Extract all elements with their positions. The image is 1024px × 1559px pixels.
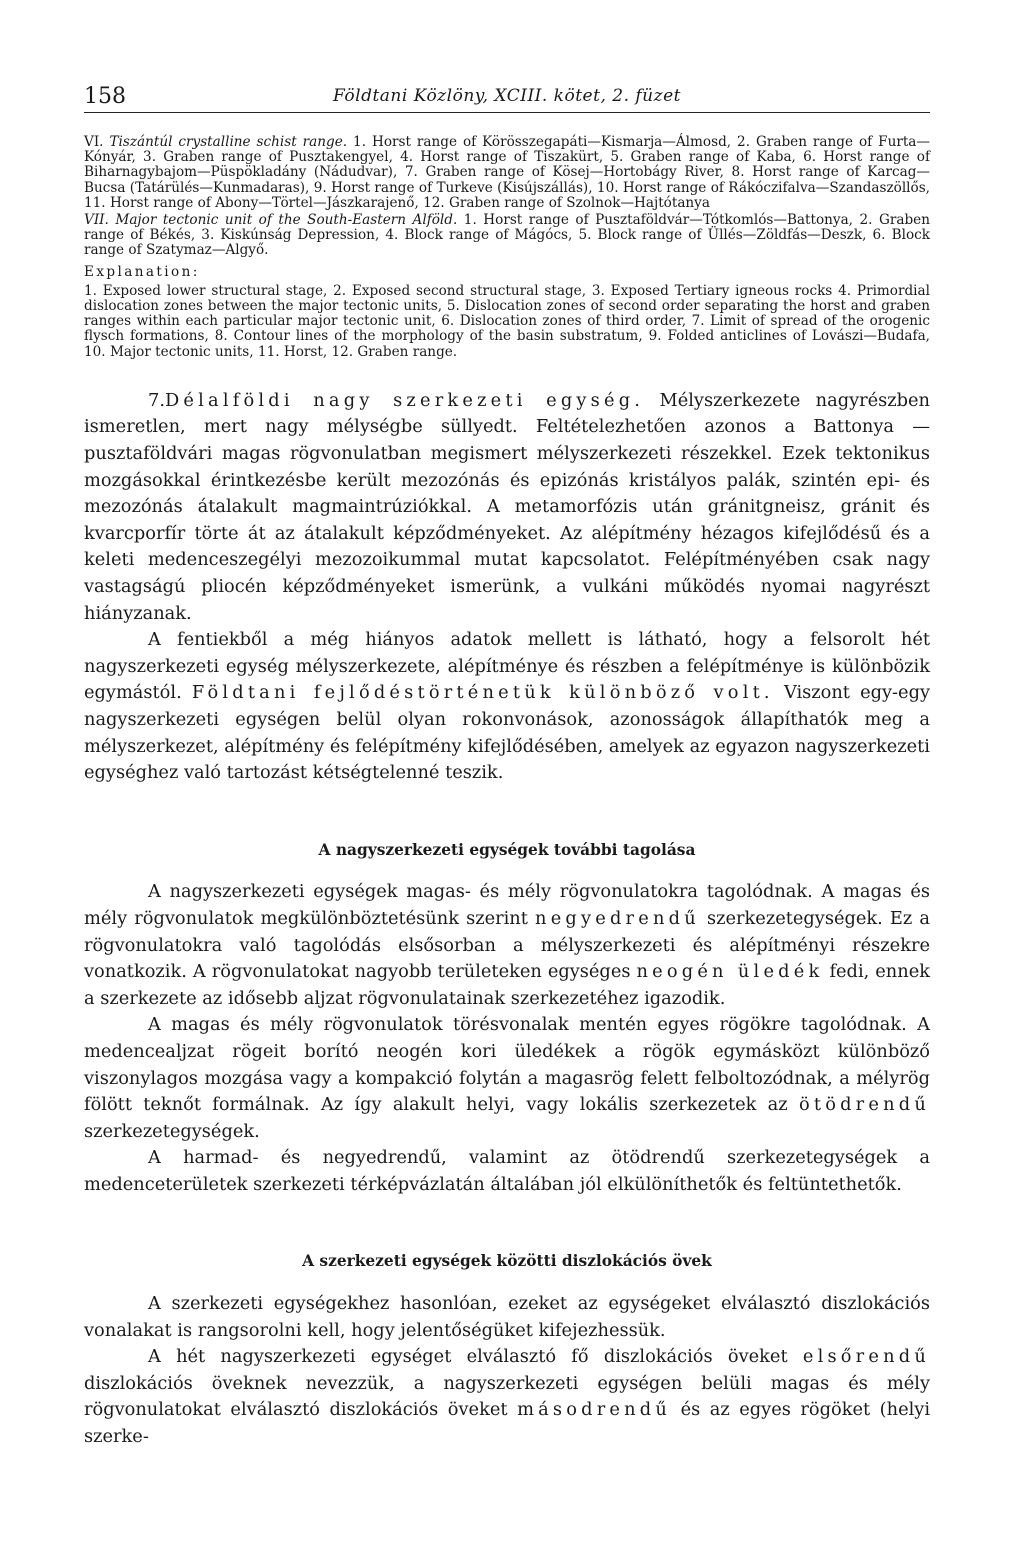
caption-unit-vii-number: VII. [84,212,109,229]
division-1-text-c: fedi, ennek a szerkezete az idősebb aljzat rögvonulatainak szerkezetéhez igazodik. [84,961,930,1009]
caption-unit-vii-text: 1. Horst range of Pusztaföldvár—Tótkomlós—Battonya, 2. Graben range of Békés, 3. Kiskúnság Depression, 4. Block range of Mágócs, 5. Block range of Üllés—Zöldfás—Deszk, 6. Block range of Szatymaz—Algyő. [84,212,930,259]
caption-unit-vi-title: Tiszántúl crystalline schist range. [109,134,348,150]
paragraph-division-1 [84,879,930,1012]
summary-spaced-text: Földtani fejlődéstörténetük különböző volt. [191,682,774,704]
summary-text-b: Viszont egy-egy nagyszerkezeti egységen belül olyan rokonvonások, azonosságok állapíthatók meg a mélyszerkezet, alépítmény és felépítmény kifejlődésében, amelyek az egyazon nagyszerkezeti egységhez való tartozást kétségtelenné teszik. [84,682,930,784]
section-heading-further-division: A nagyszerkezeti egységek további tagolása [318,840,696,859]
section-heading-dislocation-zones: A szerkezeti egységek közötti diszlokációs övek [302,1252,712,1271]
caption-unit-vii-title: Major tectonic unit of the South-Eastern Alföld. [115,212,458,229]
paragraph-dislocation-2 [84,1344,930,1450]
dislocation-2-spaced-a: elsőrendű [802,1346,930,1368]
dislocation-2-text-b: diszlokációs öveknek nevezzük, a nagyszerkezeti egységen belüli magas és mély rögvonulatokat elválasztó diszlokációs öveket [84,1372,930,1421]
explanation-heading: Explanation: [84,263,200,280]
section-7-spaced-title: Délalföldi nagy szerkezeti egység. [164,389,645,411]
dislocation-2-text-c: és az egyes rögöket (helyi szerke- [84,1399,931,1448]
paragraph-division-2 [84,1012,930,1145]
running-title: Földtani Közlöny, XCIII. kötet, 2. füzet [333,86,681,106]
page-header [84,78,930,113]
division-2-spaced: ötödrendű [798,1094,930,1116]
division-1-spaced-b: neogén üledék [636,961,824,983]
division-2-text-b: szerkezetegységek. [84,1120,260,1142]
paragraph-dislocation-1: A szerkezeti egységekhez hasonlóan, ezeket az egységeket elválasztó diszlokációs vonalakat is rangsorolni kell, hogy jelentőségüket kifejezhessük. [84,1293,930,1341]
division-1-spaced-a: negyedrendű [535,907,700,929]
figure-caption-english [84,135,930,360]
section-7-number: 7. [148,389,165,411]
division-1-text-b: szerkezetegységek. Ez a rögvonulatokra való tagolódás elsősorban a mélyszerkezeti és alépítményi részekre vonatkozik. A rögvonulatokat nagyobb területeken egységes [84,907,931,983]
caption-unit-vi-text: 1. Horst range of Körösszegapáti—Kismarja—Álmosd, 2. Graben range of Furta—Kónyár, 3. Graben range of Pusztakengyel, 4. Horst range of Tiszakürt, 5. Graben range of Kaba, 6. Horst range of Biharnagybajom—Püspökladány (Nádudvar), 7. Graben range of Kösej—Hortobágy River, 8. Horst range of Karcag—Bucsa (Tatárülés—Kunmadaras), 9. Horst range of Turkeve (Kisújszállás), 10. Horst range of Rákóczifalva—Szandaszöllős, 11. Horst range of Abony—Törtel—Jászkarajenő, 12. Graben range of Szolnok—Hajtótanya [84,134,930,211]
journal-page [84,78,930,1451]
summary-text-a: A fentiekből a még hiányos adatok mellett is látható, hogy a felsorolt hét nagyszerkezeti egység mélyszerkezete, alépítménye és részben a felépítménye is különbözik egymástól. [84,629,930,704]
dislocation-2-spaced-b: másodrendű [517,1399,672,1421]
dislocation-2-text-a: A hét nagyszerkezeti egységet elválasztó fő diszlokációs öveket [148,1346,788,1368]
paragraph-section-7 [84,388,930,627]
paragraph-division-3: A harmad- és negyedrendű, valamint az ötödrendű szerkezetegységek a medenceterületek szerkezeti térképvázlatán általában jól elkülöníthetők és feltüntethetők. [84,1147,930,1195]
paragraph-summary [84,627,930,787]
division-1-text-a: A nagyszerkezeti egységek magas- és mély rögvonulatokra tagolódnak. A magas és mély rögvonulatok megkülönböztetésünk szerint [84,881,930,929]
caption-unit-vii [84,213,930,259]
section-7-text: Mélyszerkezete nagyrészben ismeretlen, mert nagy mélységbe süllyedt. Feltételezhetően azonos a Battonya — pusztaföldvári magas rögvonulatban megismert mélyszerkezeti részekkel. Ezek tektonikus mozgásokkal érintkezésbe került mezozónás és epizónás kristályos palák, szintén epi- és mezozónás átalakult magmaintrúziókkal. A metamorfózis után gránitgneisz, gránit és kvarcporfír törte át az átalakult képződményeket. Az alépítmény hézagos kifejlődésű és a keleti medenceszegélyi mezozoikummal mutat kapcsolatot. Felépítményében csak nagy vastagságú pliocén képződményeket ismerünk, a vulkáni működés nyomai nagyrészt hiányzanak. [84,389,931,624]
main-body-text [84,388,930,1451]
division-2-text-a: A magas és mély rögvonulatok törésvonalak mentén egyes rögökre tagolódnak. A medencealjzat rögeit borító neogén kori üledékek a rögök egymásközt különböző viszonylagos mozgása vagy a kompakció folytán a magasrög felett felboltozódnak, a mélyrög fölött teknőt formálnak. Az így alakult helyi, vagy lokális szerkezetek az [84,1014,930,1116]
caption-unit-vi-number: VI. [84,134,104,150]
caption-unit-vi [84,135,930,211]
explanation-text: 1. Exposed lower structural stage, 2. Exposed second structural stage, 3. Exposed Tertiary igneous rocks 4. Primordial dislocation zones between the major tectonic units, 5. Dislocation zones of second order separating the horst and graben ranges within each particular major tectonic unit, 6. Dislocation zones of third order, 7. Limit of spread of the orogenic flysch formations, 8. Contour lines of the morphology of the basin substratum, 9. Folded anticlines of Lovászi—Budafa, 10. Major tectonic units, 11. Horst, 12. Graben range. [84,282,930,360]
page-number: 158 [84,84,126,109]
